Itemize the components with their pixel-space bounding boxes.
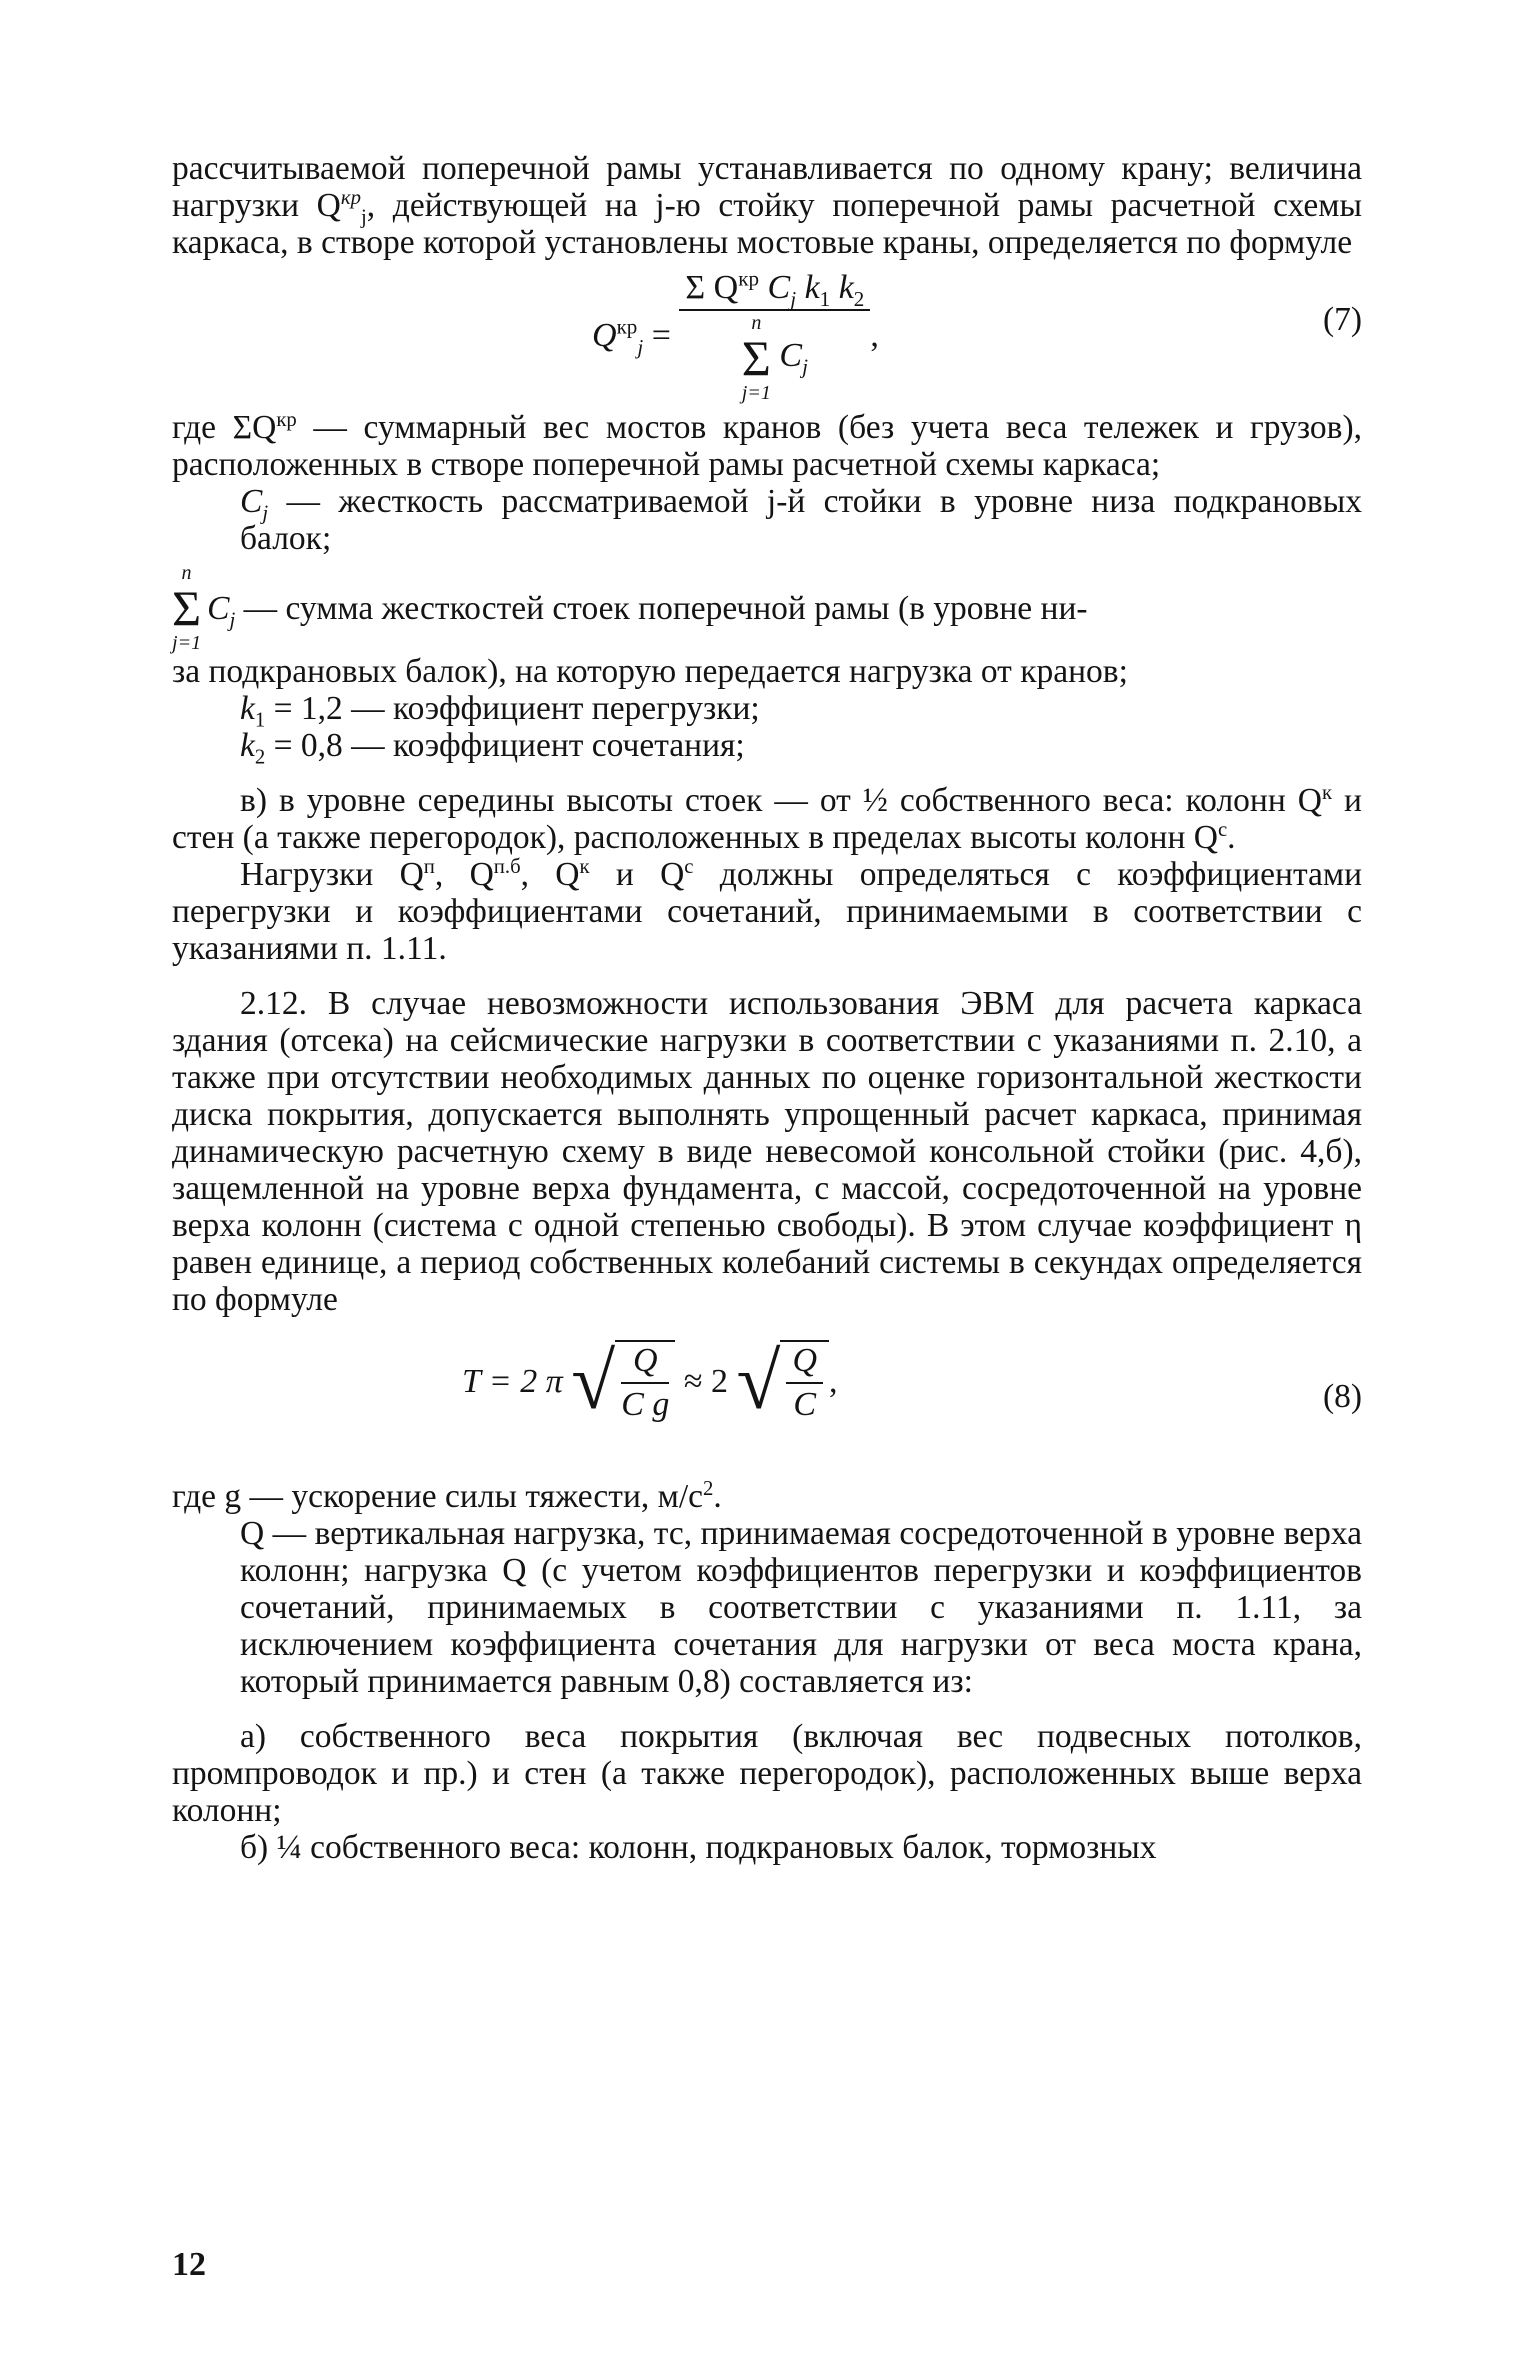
text-column bbox=[172, 150, 1362, 1866]
list-item-a: а) собственного веса покрытия (включая вес подвесных потолков, промпроводок и пр.) и стен (а также перегородок), расположенных выше верха колонн; bbox=[172, 1718, 1362, 1829]
list-item-b: б) ¼ собственного веса: колонн, подкрановых балок, тормозных bbox=[240, 1829, 1157, 1866]
formula-8-number: (8) bbox=[1322, 1378, 1362, 1415]
formula-8: T = 2 π √ $\frac{Q}{\text{C g}}$ ≈ 2 √ $\frac{Q}{C}$ , (8) bbox=[462, 1338, 1362, 1426]
paragraph-intro: рассчитываемой поперечной рамы устанавливается по одному крану; величина нагрузки $Q^{кр}_j$, действующей на j-ю стойку поперечной рамы расчетной схемы каркаса, в створе которой установлены мостовые краны, определяется по формуле bbox=[172, 150, 1362, 261]
paragraph-v: в) в уровне середины высоты стоек — от ½ собственного веса: колонн $Q^к$ и стен (а также перегородок), расположенных в пределах высоты колонн $Q^с$. bbox=[172, 780, 1362, 856]
definition-sum-cj-continued: за подкрановых балок), на которую передается нагрузка от кранов; bbox=[172, 653, 1128, 690]
definition-sum-q: где $\Sigma Q^{кр}$ — суммарный вес мостов кранов (без учета веса тележек и грузов), расположенных в створе поперечной рамы расчетной схемы каркаса; bbox=[172, 407, 1362, 483]
paragraph-2-12: 2.12. В случае невозможности использования ЭВМ для расчета каркаса здания (отсека) на сейсмические нагрузки в соответствии с указаниями п. 2.10, а также при отсутствии необходимых данных по оценке горизонтальной жесткости диска покрытия, допускается выполнять упрощенный расчет каркаса, принимая динамическую расчетную схему в виде невесомой консольной стойки (рис. 4,б), защемленной на уровне верха фундамента, с массой, сосредоточенной на уровне верха колонн (система с одной степенью свободы). В этом случае коэффициент η равен единице, а период собственных колебаний системы в секундах определяется по формуле bbox=[172, 985, 1362, 1318]
formula-7: $Q^{кр}_j$ = Σ $Q^{кр}$ $C_j$ $k_1$ $k_2$ n Σ j=1 $C_j$ , (7) bbox=[592, 266, 1362, 404]
definition-g: где g — ускорение силы тяжести, $м/с^2$. bbox=[172, 1476, 722, 1515]
definition-sum-cj: n Σ j=1 $C_j$ — сумма жесткостей стоек поперечной рамы (в уровне ни- bbox=[172, 562, 1088, 654]
definitions-list bbox=[172, 407, 1362, 769]
paragraph-loads: Нагрузки $Q^п$, $Q^{п.б}$, $Q^к$ и $Q^с$ должны определяться с коэффициентами перегрузки и коэффициентами сочетаний, принимаемыми в соответствии с указаниями п. 1.11. bbox=[172, 854, 1362, 967]
definition-q: Q — вертикальная нагрузка, тс, принимаемая сосредоточенной в уровне верха колонн; нагрузка Q (с учетом коэффициентов перегрузки и коэффициентов сочетаний, принимаемых в соответствии с указаниями п. 1.11, за исключением коэффициента сочетания для нагрузки от веса моста крана, который принимается равным 0,8) составляется из: bbox=[240, 1515, 1362, 1700]
definition-k2: $k_2 = 0,8$ — коэффициент сочетания; bbox=[240, 727, 745, 769]
definition-k1: $k_1 = 1,2$ — коэффициент перегрузки; bbox=[240, 690, 760, 732]
formula-7-number: (7) bbox=[1322, 301, 1362, 338]
definition-cj: $C_j$ — жесткость рассматриваемой j-й стойки в уровне низа подкрановых балок; bbox=[240, 483, 1362, 557]
page-number: 12 bbox=[172, 2246, 206, 2283]
formula-7-fraction: Σ $Q^{кр}$ $C_j$ $k_1$ $k_2$ n Σ j=1 $C_j$ bbox=[679, 269, 870, 403]
